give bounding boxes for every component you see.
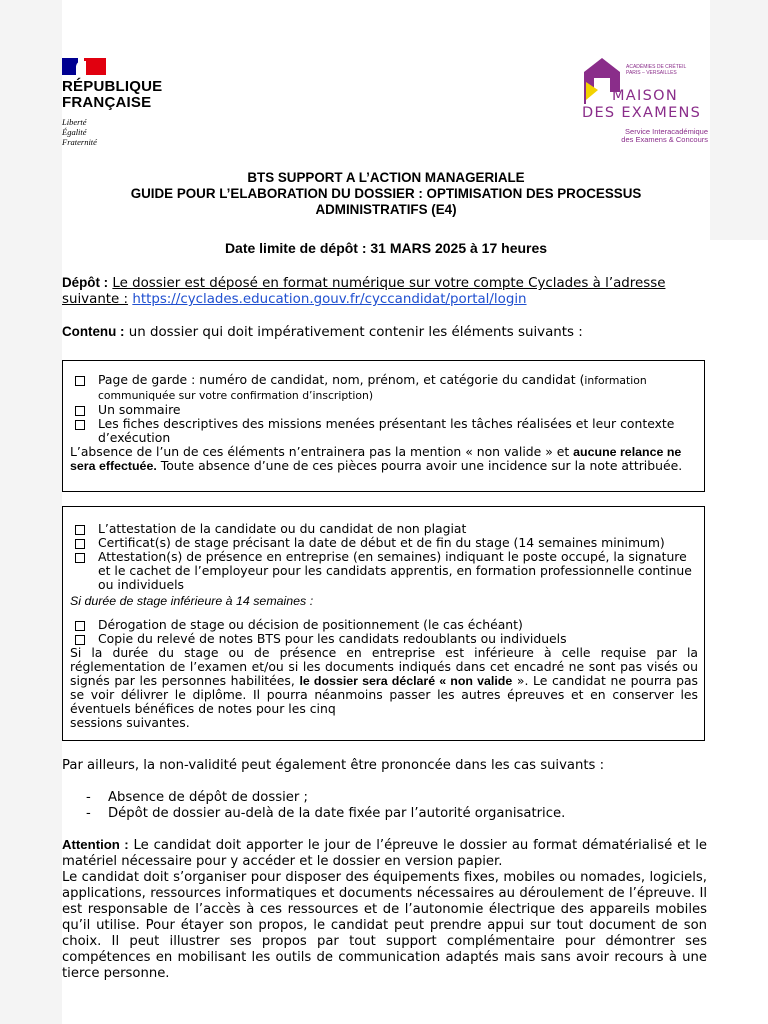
right-margin bbox=[710, 0, 768, 240]
checkbox-icon bbox=[75, 406, 85, 416]
list-item: Un sommaire bbox=[70, 403, 698, 417]
cyclades-link[interactable]: https://cyclades.education.gouv.fr/cyccandidat/portal/login bbox=[132, 292, 527, 307]
marianne-flag-icon bbox=[62, 58, 106, 75]
contenu-label: Contenu : bbox=[62, 324, 125, 339]
box2-warning: Si la durée du stage ou de présence en entreprise est inférieure à celle requise par la réglementation de l’examen et/ou si les documents indiqués dans cet encadré ne sont pas visés ou signés par les personnes habilitées, le dossier sera déclaré « non valide ». Le candidat ne pourra pas se voir délivrer le diplôme. Il pourra néanmoins passer les autres épreuves et en conserver les éventuels bénéfices de notes pour les cinq bbox=[70, 645, 698, 716]
list-item: Attestation(s) de présence en entreprise (en semaines) indiquant le poste occupé, la signature et le cachet de l’employeur pour les candidats apprentis, en formation professionnelle continue ou individuels bbox=[70, 550, 698, 592]
attention-label: Attention : bbox=[62, 837, 129, 852]
checkbox-icon bbox=[75, 525, 85, 535]
deadline: Date limite de dépôt : 31 MARS 2025 à 17 heures bbox=[224, 240, 548, 256]
checkbox-icon bbox=[75, 553, 85, 563]
document-page bbox=[62, 0, 710, 1024]
checkbox-icon bbox=[75, 635, 85, 645]
required-items-box bbox=[62, 360, 705, 492]
list-item: Page de garde : numéro de candidat, nom, prénom, et catégorie du candidat (information communiquée sur votre confirmation d’inscription) bbox=[70, 373, 698, 403]
stage-note: Si durée de stage inférieure à 14 semaines : bbox=[70, 594, 314, 608]
mde-subtitle: Service Interacadémique des Examens & Concours bbox=[621, 127, 708, 144]
checkbox-icon bbox=[75, 539, 85, 549]
depot-label: Dépôt : bbox=[62, 275, 109, 290]
rf-motto: Liberté Égalité Fraternité bbox=[62, 117, 97, 147]
box2-warning-end: sessions suivantes. bbox=[70, 715, 190, 730]
checkbox-icon bbox=[75, 621, 85, 631]
republique-francaise-logo bbox=[62, 58, 182, 147]
non-validite-intro: Par ailleurs, la non-validité peut également être prononcée dans les cas suivants : bbox=[62, 758, 605, 773]
left-margin bbox=[0, 0, 62, 1024]
list-item: Certificat(s) de stage précisant la date de début et de fin du stage (14 semaines minimum) bbox=[70, 536, 698, 550]
document-title: BTS SUPPORT A L’ACTION MANAGERIALE GUIDE POUR L’ELABORATION DU DOSSIER : OPTIMISATION DES PROCESSUS ADMINISTRATIFS (E4) bbox=[130, 170, 642, 217]
mde-title: MAISON DES EXAMENS bbox=[582, 88, 702, 121]
list-item: - Absence de dépôt de dossier ; bbox=[86, 790, 308, 805]
list-item: - Dépôt de dossier au-delà de la date fixée par l’autorité organisatrice. bbox=[86, 806, 566, 821]
list-item: Les fiches descriptives des missions menées présentant les tâches réalisées et leur contexte d’exécution bbox=[70, 417, 698, 445]
contenu-text: un dossier qui doit impérativement contenir les éléments suivants : bbox=[128, 325, 583, 340]
depot-text: Le dossier est déposé en format numérique sur votre compte Cyclades à l’adresse suivante : bbox=[62, 276, 666, 307]
list-item: Dérogation de stage ou décision de positionnement (le cas échéant) bbox=[70, 618, 698, 632]
box1-note: L’absence de l’un de ces éléments n’entrainera pas la mention « non valide » et aucune relance ne sera effectuée. Toute absence d’une de ces pièces pourra avoir une incidence sur la note attribuée. bbox=[70, 444, 683, 473]
contenu-paragraph bbox=[62, 324, 706, 341]
mandatory-attestations-box bbox=[62, 506, 705, 741]
mde-academies: ACADÉMIES DE CRÉTEIL PARIS – VERSAILLES bbox=[626, 64, 687, 76]
checkbox-icon bbox=[75, 376, 85, 386]
rf-name: RÉPUBLIQUE FRANÇAISE bbox=[62, 78, 163, 111]
maison-des-examens-logo bbox=[582, 58, 712, 148]
list-item: L’attestation de la candidate ou du candidat de non plagiat bbox=[70, 522, 698, 536]
attention-paragraph: Attention : Le candidat doit apporter le jour de l’épreuve le dossier au format dématérialisé et le matériel nécessaire pour y accéder et le dossier en version papier. Le candidat doit s’organiser pour disposer des équipements fixes, mobiles ou nomades, logiciels, applications, ressources informatiques et documents nécessaires au déroulement de l’épreuve. Il est responsable de l’accès à ces ressources et de l’autonomie électrique des appareils mobiles qu’il utilise. Pour étayer son propos, le candidat peut prendre appui sur tout document de son choix. Il peut illustrer ses propos par tout support complémentaire pour démontrer ses compétences en mobilisant les outils de communication adaptés mais sans avoir recours à une tierce personne. bbox=[62, 837, 707, 981]
checkbox-icon bbox=[75, 420, 85, 430]
list-item: Copie du relevé de notes BTS pour les candidats redoublants ou individuels bbox=[70, 632, 698, 646]
depot-paragraph bbox=[62, 275, 706, 308]
